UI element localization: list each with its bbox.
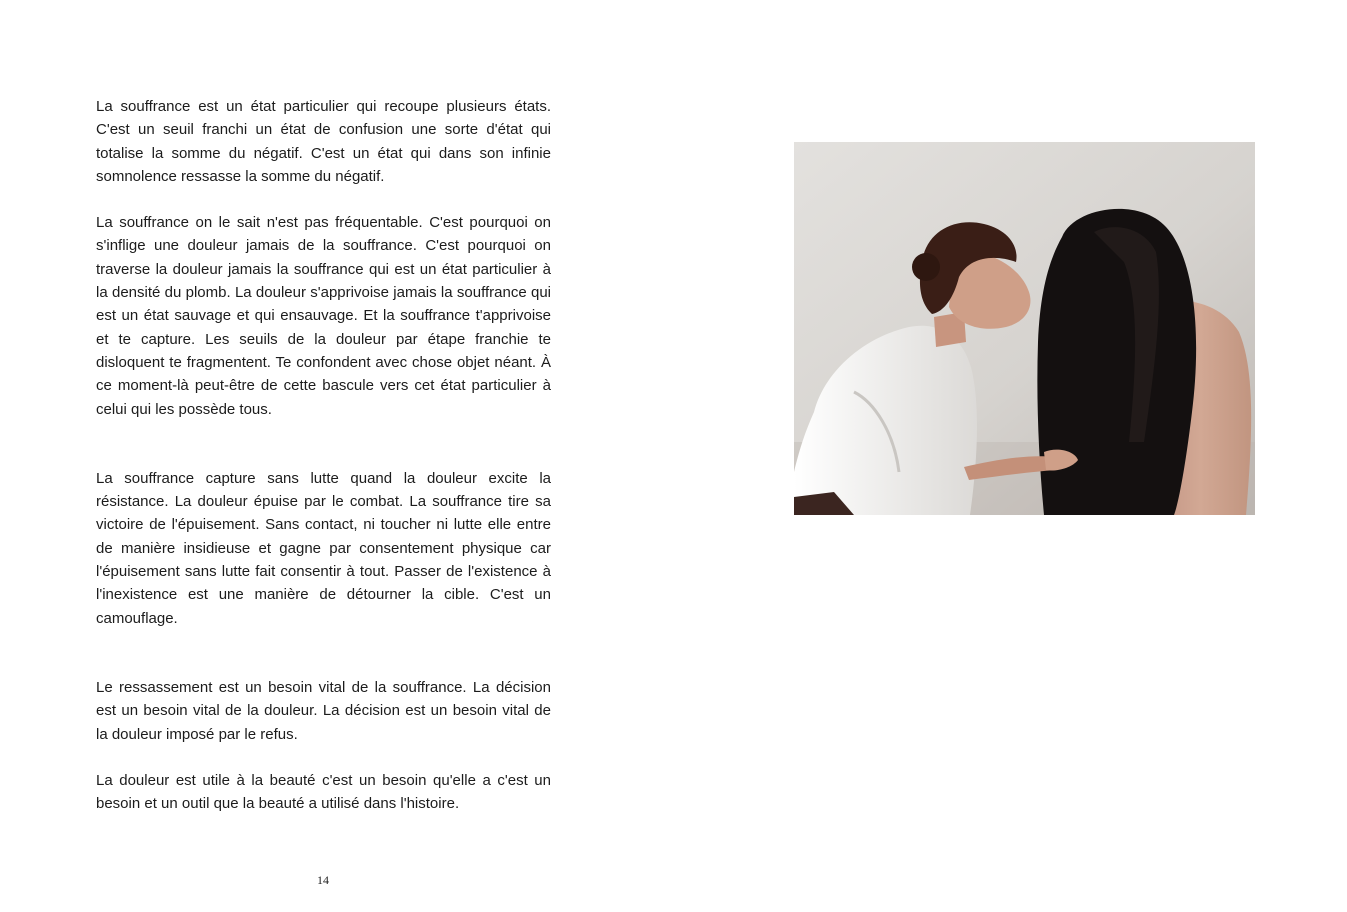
page-number: 14	[317, 873, 329, 887]
paragraph-1: La souffrance est un état particulier qui recoupe plusieurs états. C'est un seuil franchi un état de confusion une sorte d'état qui totalise la somme du négatif. C'est un état qui dans son infinie somnolence ressasse la somme du négatif.	[96, 98, 551, 185]
paragraph-3: La souffrance capture sans lutte quand la douleur excite la résistance. La douleur épuise par le combat. La souffrance tire sa victoire de l'épuisement. Sans contact, ni toucher ni lutte elle entre de manière insidieuse et gagne par consentement physique car l'épuisement sans lutte fait consentir à tout. Passer de l'existence à l'inexistence est une manière de détourner la cible. C'est un camouflage.	[96, 469, 551, 627]
paragraph-5: La douleur est utile à la beauté c'est un besoin qu'elle a c'est un besoin et un outil que la beauté a utilisé dans l'histoire.	[96, 771, 551, 813]
right-page	[673, 0, 1347, 912]
photograph	[794, 142, 1255, 515]
photo-hair-bun	[912, 253, 940, 281]
paragraph-2: La souffrance on le sait n'est pas fréquentable. C'est pourquoi on s'inflige une douleur jamais de la souffrance. C'est pourquoi on traverse la douleur jamais la souffrance qui est un état particulier à la densité du plomb. La douleur s'apprivoise jamais la souffrance qui est un état sauvage et qui ensauvage. Et la souffrance t'apprivoise et te capture. Les seuils de la douleur par étape franchie te disloquent te fragmentent. Te confondent avec chose objet néant. À ce moment-là peut-être de cette bascule vers cet état particulier à celui qui les possède tous.	[96, 214, 551, 418]
paragraph-4: Le ressassement est un besoin vital de la souffrance. La décision est un besoin vital de la douleur. La décision est un besoin vital de la douleur imposé par le refus.	[96, 678, 551, 743]
text-column	[96, 95, 551, 815]
left-page	[0, 0, 673, 912]
